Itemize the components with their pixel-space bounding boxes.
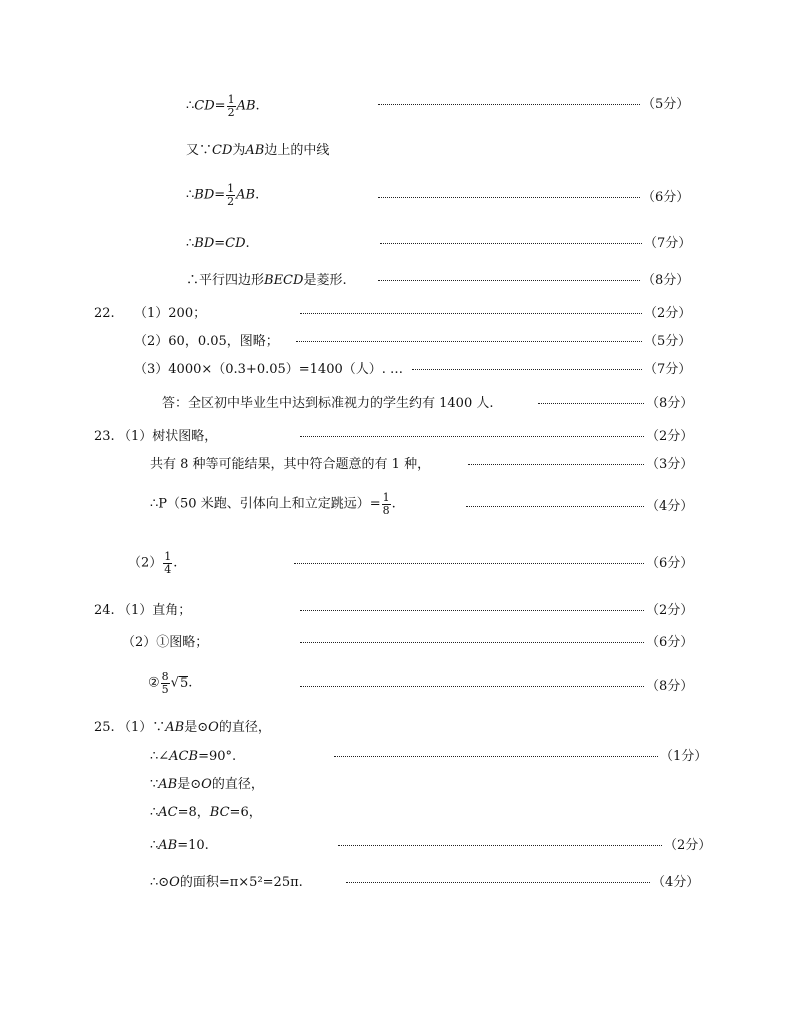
answer-conclusion: 答：全区初中毕业生中达到标准视力的学生约有 1400 人. — [162, 396, 494, 411]
answer-line: ∴AC=8，BC=6， — [150, 805, 262, 820]
score-label: （7分） — [644, 362, 692, 377]
leader-dots — [296, 341, 642, 342]
answer-line: （1）树状图略， — [118, 429, 218, 444]
fraction: $\frac{1}{2}$ — [227, 93, 235, 119]
leader-dots — [300, 642, 644, 643]
question-number: 22. — [94, 306, 115, 321]
score-label: （2分） — [646, 603, 694, 618]
score-label: （1分） — [660, 749, 708, 764]
leader-dots — [300, 686, 644, 687]
answer-probability: ∴P（50 米跑、引体向上和立定跳远）= $\frac{1}{8}$ . — [150, 491, 396, 517]
score-label: （5分） — [644, 334, 692, 349]
score-label: （8分） — [646, 396, 694, 411]
answer-line: （1）直角； — [118, 603, 192, 618]
leader-dots — [334, 756, 658, 757]
leader-dots — [378, 104, 640, 105]
leader-dots — [378, 197, 640, 198]
leader-dots — [412, 369, 642, 370]
answer-line: ∴AB=10. — [150, 838, 209, 853]
answer-line: （3）4000×（0.3+0.05）=1400（人）. … — [134, 362, 404, 377]
score-label: （6分） — [646, 635, 694, 650]
step-cd-half-ab: ∴CD= $\frac{1}{2}$ AB. — [186, 93, 260, 119]
leader-dots — [338, 845, 662, 846]
score-label: （4分） — [652, 875, 700, 890]
leader-dots — [300, 610, 644, 611]
score-label: （6分） — [646, 556, 694, 571]
score-label: （6分） — [642, 190, 690, 205]
leader-dots — [378, 280, 640, 281]
answer-line: ∵AB是⊙O的直径， — [150, 777, 264, 792]
answer-line: （2）60，0.05，图略； — [134, 334, 279, 349]
leader-dots — [538, 403, 644, 404]
score-label: （8分） — [642, 273, 690, 288]
score-label: （2分） — [646, 429, 694, 444]
step-rhombus: ∴平行四边形BECD是菱形. — [186, 273, 347, 288]
leader-dots — [466, 506, 644, 507]
fraction: $\frac{1}{4}$ — [164, 550, 172, 576]
question-number: 24. — [94, 603, 115, 618]
answer-line: ② $\frac{8}{5}$ √5. — [148, 670, 193, 696]
sqrt-icon: √ — [170, 675, 179, 691]
leader-dots — [380, 243, 642, 244]
score-label: （2分） — [644, 306, 692, 321]
answer-line: 共有 8 种等可能结果，其中符合题意的有 1 种， — [150, 457, 431, 472]
fraction: $\frac{1}{2}$ — [227, 182, 235, 208]
fraction: $\frac{1}{8}$ — [382, 491, 390, 517]
question-number: 25. — [94, 720, 115, 735]
answer-line: （2）①图略； — [122, 635, 209, 650]
score-label: （5分） — [642, 97, 690, 112]
answer-line: （1）∵AB是⊙O的直径， — [118, 720, 271, 735]
answer-line: （1）200； — [134, 306, 207, 321]
score-label: （4分） — [646, 499, 694, 514]
leader-dots — [346, 882, 650, 883]
step-bd-half-ab: ∴BD= $\frac{1}{2}$ AB. — [186, 182, 260, 208]
question-number: 23. — [94, 429, 115, 444]
step-bd-eq-cd: ∴BD=CD. — [186, 236, 250, 251]
leader-dots — [300, 313, 642, 314]
leader-dots — [294, 563, 644, 564]
score-label: （8分） — [646, 679, 694, 694]
step-cd-median: 又∵CD为AB边上的中线 — [186, 143, 330, 158]
score-label: （3分） — [646, 457, 694, 472]
answer-line: ∴⊙O的面积=π×5²=25π. — [150, 875, 303, 890]
leader-dots — [300, 436, 644, 437]
score-label: （2分） — [664, 838, 712, 853]
fraction: $\frac{8}{5}$ — [161, 670, 169, 696]
score-label: （7分） — [644, 236, 692, 251]
answer-line: ∴∠ACB=90°. — [150, 749, 237, 764]
leader-dots — [468, 464, 644, 465]
answer-line: （2） $\frac{1}{4}$ . — [128, 550, 178, 576]
